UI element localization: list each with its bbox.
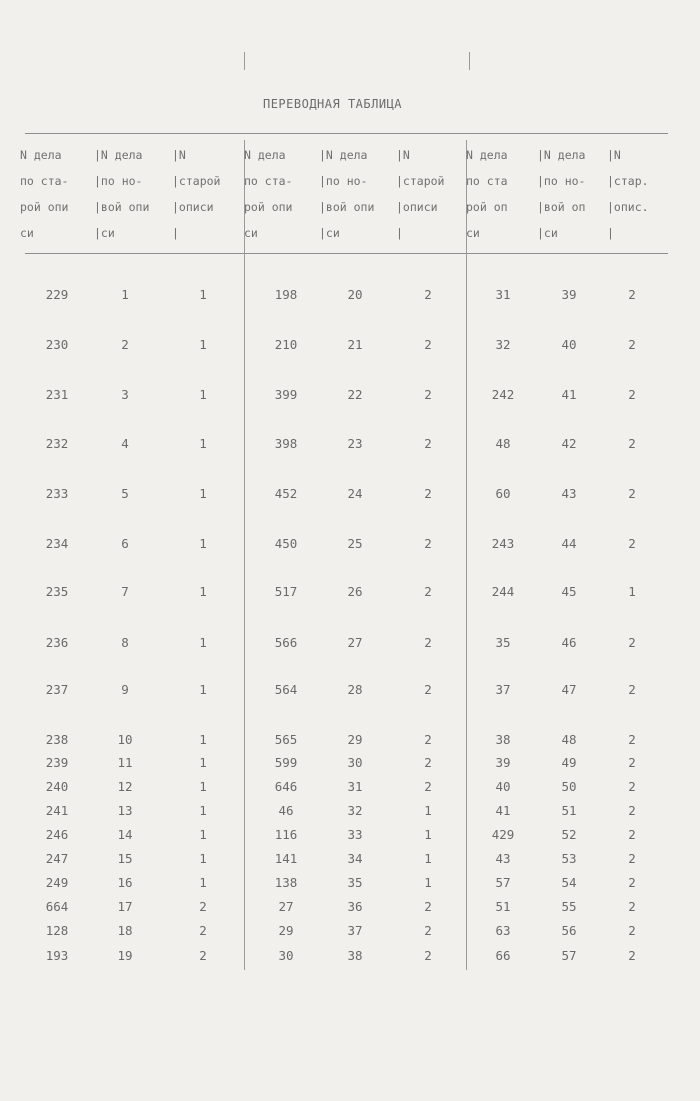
table-cell: 2 [121,337,129,352]
table-cell: 26 [347,584,363,599]
header-line: | [396,226,403,240]
table-cell: 1 [199,635,207,650]
table-cell: 2 [628,436,636,451]
table-cell: 38 [495,732,511,747]
table-cell: 564 [274,682,298,697]
table-cell: 246 [45,827,69,842]
table-cell: 517 [274,584,298,599]
table-cell: 31 [347,779,363,794]
table-cell: 31 [495,287,511,302]
table-cell: 2 [199,923,207,938]
table-cell: 27 [347,635,363,650]
header-line: рой оп [466,200,508,214]
header-line: | [607,226,614,240]
table-cell: 14 [117,827,133,842]
header-top-rule [25,133,668,134]
table-cell: 1 [199,755,207,770]
header-line: |по но- [537,174,586,188]
table-cell: 2 [628,337,636,352]
table-cell: 37 [347,923,363,938]
table-cell: 141 [274,851,298,866]
table-cell: 2 [628,682,636,697]
table-cell: 2 [424,536,432,551]
table-cell: 128 [45,923,69,938]
table-cell: 664 [45,899,69,914]
table-cell: 234 [45,536,69,551]
table-cell: 1 [199,827,207,842]
header-line: |N [396,148,410,162]
table-cell: 116 [274,827,298,842]
table-cell: 30 [278,948,294,963]
table-cell: 2 [424,779,432,794]
table-cell: 6 [121,536,129,551]
table-cell: 1 [628,584,636,599]
table-cell: 2 [424,899,432,914]
table-cell: 53 [561,851,577,866]
table-cell: 2 [628,387,636,402]
table-cell: 19 [117,948,133,963]
table-cell: 1 [199,536,207,551]
table-cell: 198 [274,287,298,302]
table-cell: 2 [424,682,432,697]
table-cell: 41 [561,387,577,402]
table-cell: 1 [424,875,432,890]
table-cell: 25 [347,536,363,551]
table-cell: 40 [495,779,511,794]
header-line: |старой [396,174,445,188]
table-cell: 2 [628,948,636,963]
table-cell: 2 [628,779,636,794]
table-cell: 1 [424,827,432,842]
header-group-2-col-new [319,142,374,246]
header-line: |N дела [537,148,586,162]
header-line: |по но- [319,174,368,188]
table-cell: 21 [347,337,363,352]
table-cell: 2 [628,536,636,551]
header-group-3-col-old [466,142,508,246]
table-cell: 229 [45,287,69,302]
table-cell: 2 [424,337,432,352]
table-cell: 1 [199,803,207,818]
table-cell: 27 [278,899,294,914]
table-cell: 232 [45,436,69,451]
table-cell: 241 [45,803,69,818]
table-cell: 29 [347,732,363,747]
header-line: |старой [172,174,221,188]
header-group-3-col-inv [607,142,649,246]
table-cell: 565 [274,732,298,747]
table-cell: 32 [347,803,363,818]
table-cell: 2 [424,584,432,599]
table-cell: 3 [121,387,129,402]
table-cell: 2 [424,923,432,938]
table-cell: 399 [274,387,298,402]
table-cell: 46 [561,635,577,650]
header-line: |N [172,148,186,162]
table-cell: 40 [561,337,577,352]
table-cell: 2 [628,635,636,650]
table-cell: 566 [274,635,298,650]
table-cell: 35 [495,635,511,650]
table-cell: 38 [347,948,363,963]
table-cell: 231 [45,387,69,402]
table-cell: 47 [561,682,577,697]
table-cell: 15 [117,851,133,866]
table-cell: 54 [561,875,577,890]
table-cell: 1 [199,287,207,302]
table-cell: 49 [561,755,577,770]
table-cell: 57 [495,875,511,890]
table-cell: 5 [121,486,129,501]
table-cell: 10 [117,732,133,747]
table-cell: 235 [45,584,69,599]
table-cell: 48 [561,732,577,747]
header-line: |N [607,148,621,162]
table-cell: 239 [45,755,69,770]
table-cell: 2 [424,948,432,963]
table-cell: 42 [561,436,577,451]
table-cell: 2 [424,755,432,770]
table-cell: 35 [347,875,363,890]
table-cell: 51 [495,899,511,914]
table-cell: 429 [491,827,515,842]
table-cell: 51 [561,803,577,818]
header-line: си [20,226,34,240]
table-cell: 2 [424,436,432,451]
header-line: |описи [396,200,438,214]
table-cell: 16 [117,875,133,890]
group-divider-2 [466,140,467,970]
header-line: рой опи [20,200,69,214]
header-line: |си [537,226,558,240]
table-cell: 1 [199,875,207,890]
top-mark-left [244,52,245,70]
table-cell: 2 [628,827,636,842]
group-divider-1 [244,140,245,970]
table-cell: 37 [495,682,511,697]
table-cell: 48 [495,436,511,451]
table-cell: 36 [347,899,363,914]
table-cell: 17 [117,899,133,914]
table-cell: 240 [45,779,69,794]
table-cell: 24 [347,486,363,501]
table-cell: 7 [121,584,129,599]
table-cell: 1 [199,779,207,794]
table-cell: 233 [45,486,69,501]
table-cell: 2 [628,899,636,914]
header-line: |N дела [319,148,368,162]
header-line: |опис. [607,200,649,214]
table-cell: 193 [45,948,69,963]
table-cell: 244 [491,584,515,599]
table-cell: 2 [199,899,207,914]
table-cell: 13 [117,803,133,818]
header-line: N дела [244,148,286,162]
table-cell: 2 [628,755,636,770]
table-cell: 63 [495,923,511,938]
table-cell: 1 [199,387,207,402]
table-cell: 11 [117,755,133,770]
table-cell: 138 [274,875,298,890]
table-cell: 1 [199,732,207,747]
table-cell: 646 [274,779,298,794]
table-cell: 1 [199,436,207,451]
table-cell: 12 [117,779,133,794]
table-cell: 243 [491,536,515,551]
table-cell: 33 [347,827,363,842]
header-line: |описи [172,200,214,214]
header-line: по ста [466,174,508,188]
table-cell: 20 [347,287,363,302]
table-cell: 30 [347,755,363,770]
table-cell: 2 [628,287,636,302]
table-cell: 2 [628,875,636,890]
table-cell: 43 [561,486,577,501]
table-cell: 1 [121,287,129,302]
table-cell: 22 [347,387,363,402]
page-title: ПЕРЕВОДНАЯ ТАБЛИЦА [262,97,403,111]
header-line: си [244,226,258,240]
table-cell: 56 [561,923,577,938]
header-line: |вой опи [319,200,375,214]
table-cell: 2 [424,287,432,302]
table-cell: 2 [628,486,636,501]
table-cell: 50 [561,779,577,794]
header-line: |си [94,226,115,240]
table-cell: 247 [45,851,69,866]
table-cell: 210 [274,337,298,352]
header-line: |стар. [607,174,649,188]
table-cell: 9 [121,682,129,697]
table-cell: 4 [121,436,129,451]
header-line: |вой оп [537,200,586,214]
table-cell: 60 [495,486,511,501]
header-line: по ста- [244,174,293,188]
table-cell: 2 [628,923,636,938]
table-cell: 249 [45,875,69,890]
header-group-1-col-inv [172,142,220,246]
table-cell: 2 [199,948,207,963]
table-cell: 398 [274,436,298,451]
table-cell: 1 [199,682,207,697]
header-line: N дела [20,148,62,162]
header-group-2-col-old [244,142,292,246]
table-cell: 1 [199,486,207,501]
table-cell: 1 [424,803,432,818]
table-cell: 1 [424,851,432,866]
table-cell: 34 [347,851,363,866]
table-cell: 29 [278,923,294,938]
table-cell: 45 [561,584,577,599]
header-line: |по но- [94,174,143,188]
table-cell: 28 [347,682,363,697]
table-cell: 452 [274,486,298,501]
table-cell: 1 [199,337,207,352]
table-cell: 52 [561,827,577,842]
top-mark-right [469,52,470,70]
table-cell: 230 [45,337,69,352]
table-cell: 2 [424,732,432,747]
table-cell: 2 [628,732,636,747]
header-group-1-col-old [20,142,68,246]
table-cell: 66 [495,948,511,963]
table-cell: 238 [45,732,69,747]
table-cell: 450 [274,536,298,551]
table-cell: 23 [347,436,363,451]
table-cell: 41 [495,803,511,818]
table-cell: 2 [424,387,432,402]
table-cell: 599 [274,755,298,770]
table-cell: 57 [561,948,577,963]
table-cell: 18 [117,923,133,938]
table-cell: 44 [561,536,577,551]
table-cell: 1 [199,851,207,866]
header-group-2-col-inv [396,142,444,246]
table-cell: 2 [424,486,432,501]
header-line: рой опи [244,200,293,214]
table-cell: 55 [561,899,577,914]
table-cell: 39 [495,755,511,770]
table-cell: 2 [424,635,432,650]
table-cell: 236 [45,635,69,650]
header-line: по ста- [20,174,69,188]
table-cell: 43 [495,851,511,866]
header-line: |вой опи [94,200,150,214]
table-cell: 8 [121,635,129,650]
header-line: | [172,226,179,240]
header-group-3-col-new [537,142,585,246]
header-group-1-col-new [94,142,149,246]
header-line: си [466,226,480,240]
header-bottom-rule [25,253,668,254]
table-cell: 2 [628,851,636,866]
table-cell: 1 [199,584,207,599]
table-cell: 2 [628,803,636,818]
header-line: N дела [466,148,508,162]
table-cell: 39 [561,287,577,302]
header-line: |си [319,226,340,240]
table-cell: 32 [495,337,511,352]
table-cell: 237 [45,682,69,697]
table-cell: 46 [278,803,294,818]
header-line: |N дела [94,148,143,162]
table-cell: 242 [491,387,515,402]
